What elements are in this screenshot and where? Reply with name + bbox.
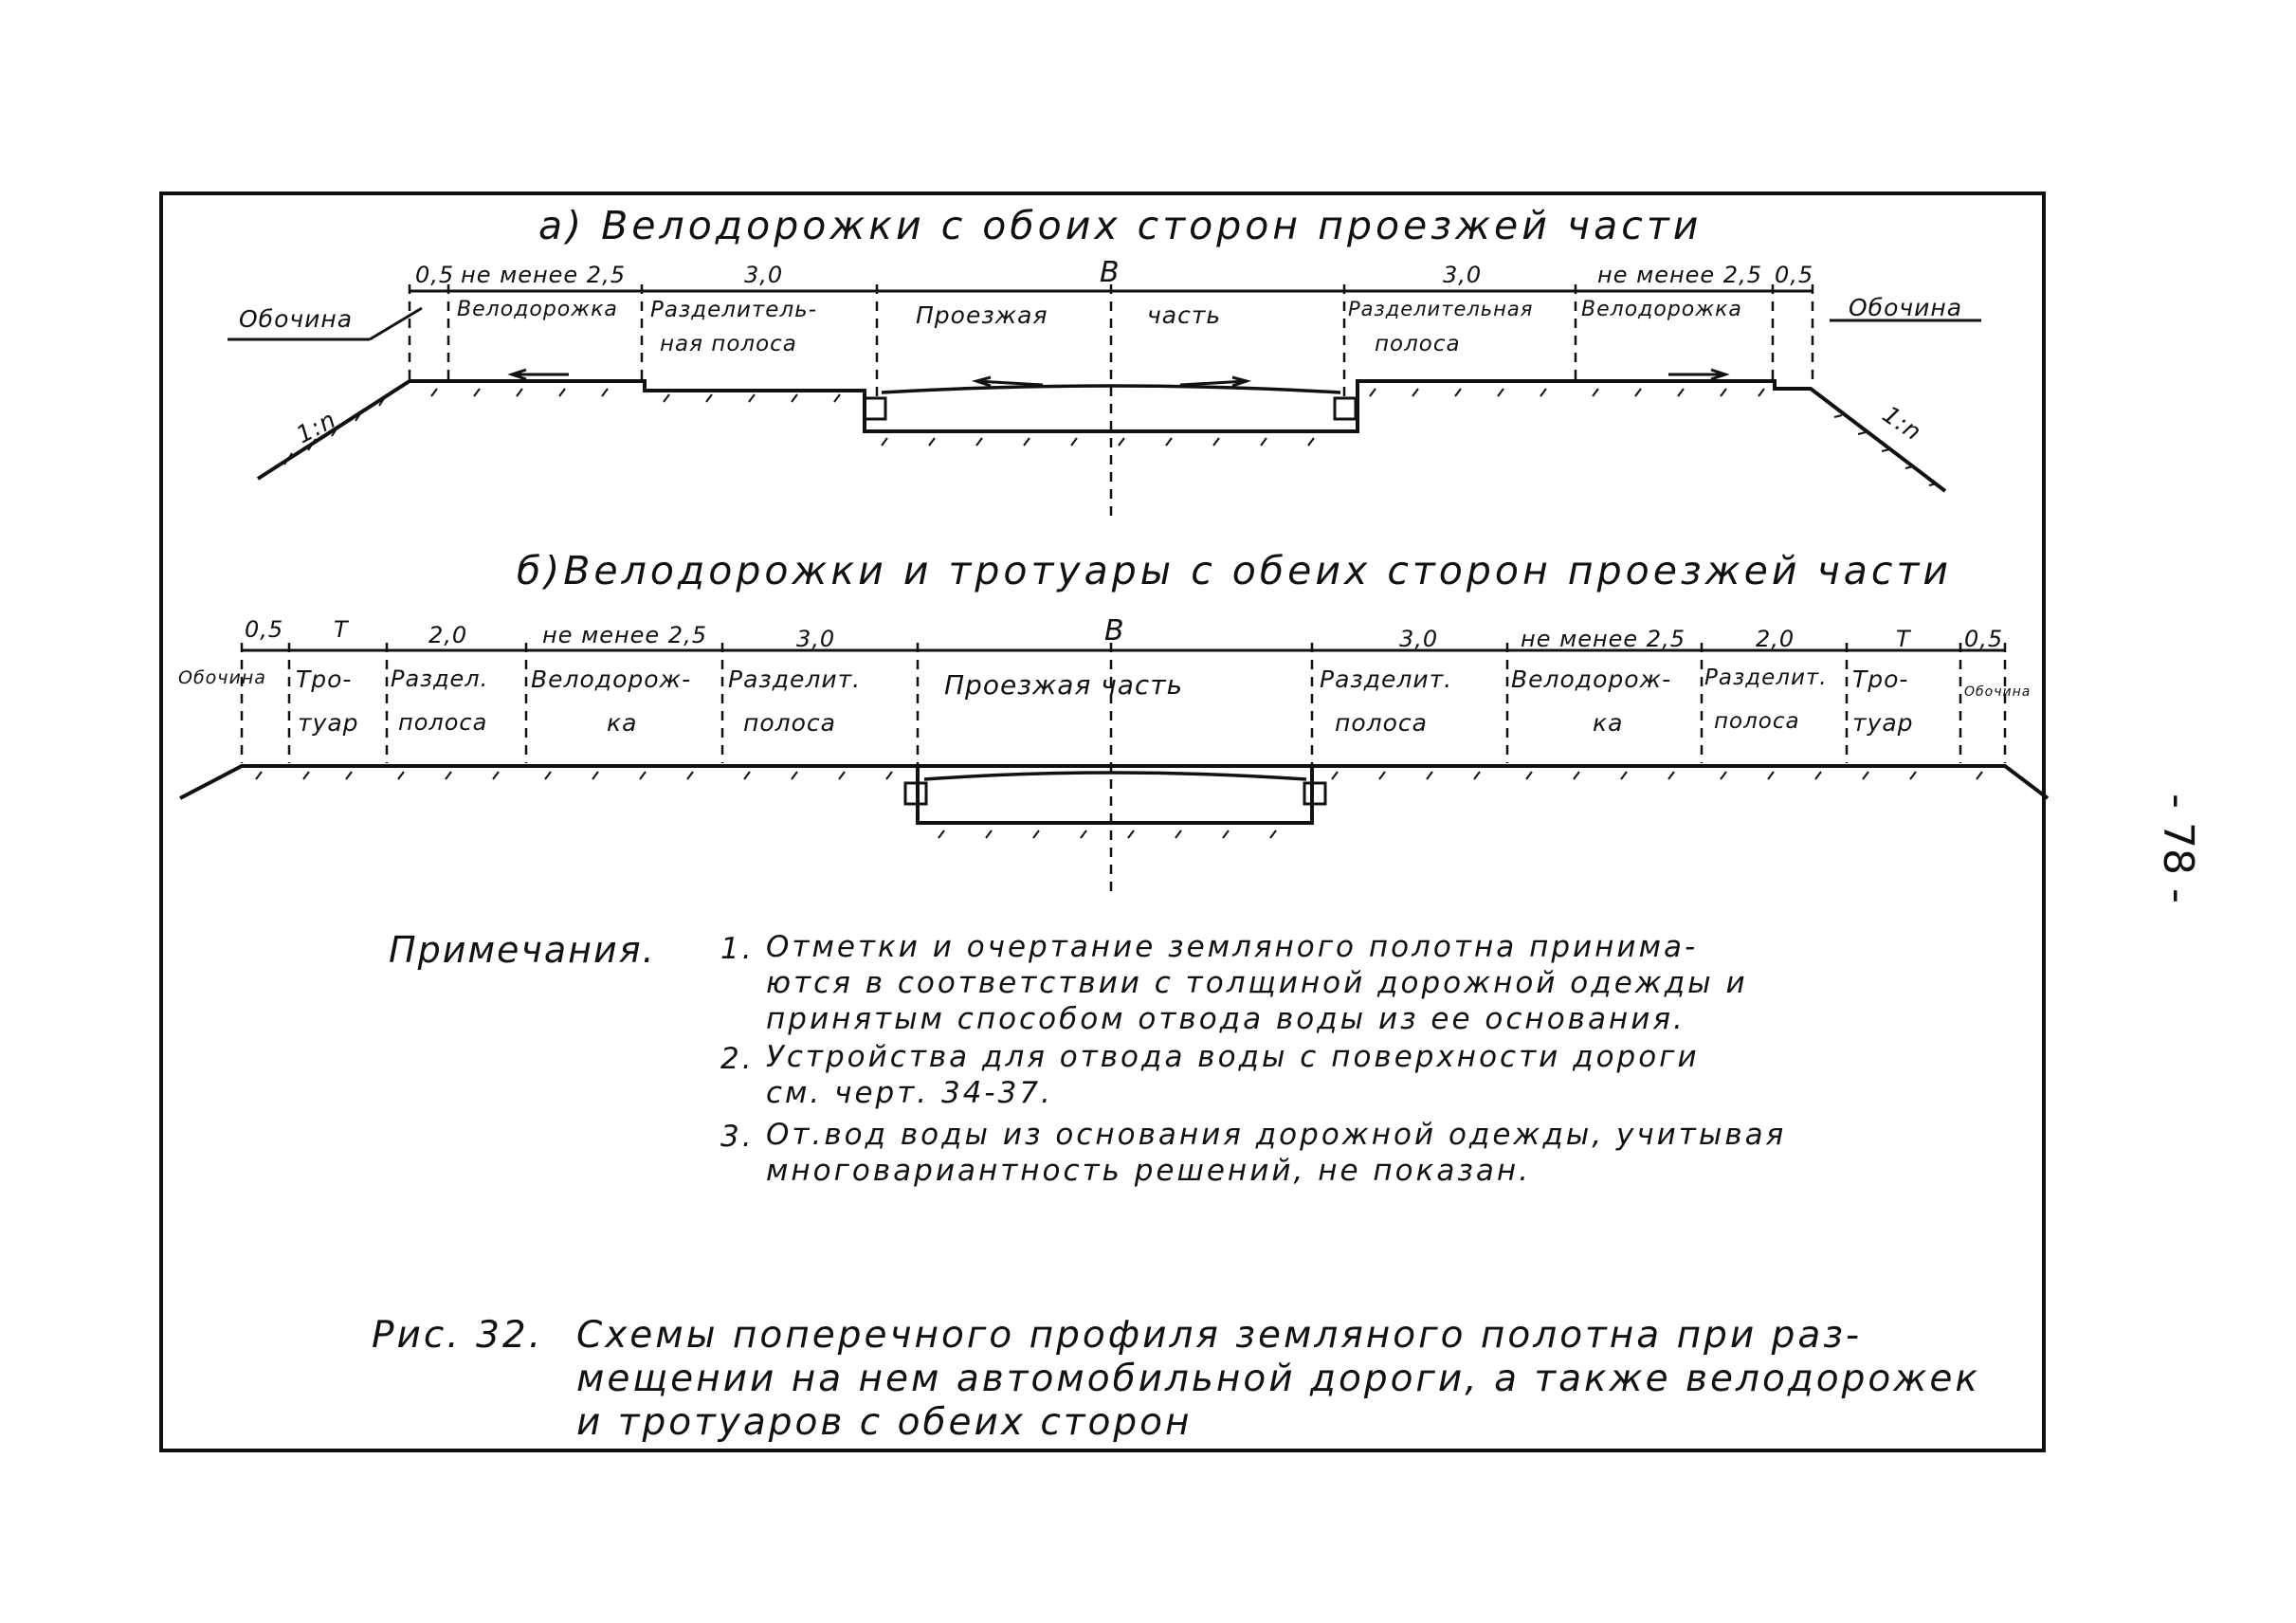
- note-1-line-3: принятым способом отвода воды из ее основания.: [766, 1002, 1686, 1036]
- note-3-line-2: многовариантность решений, не показан.: [766, 1154, 1531, 1188]
- zone-b-bikeway-left-1: Велодорож-: [531, 666, 692, 693]
- zone-b-bikeway-right-1: Велодорож-: [1511, 666, 1672, 693]
- zone-b-divider-right-2: полоса: [1335, 709, 1428, 737]
- note-3-number: 3.: [720, 1120, 755, 1154]
- zone-b-divider-left-1: Разделит.: [728, 666, 862, 693]
- caption-line-2: мещении на нем автомобильной дороги, а также велодорожек: [576, 1358, 1980, 1400]
- slope-a-left: 1:n: [291, 405, 341, 449]
- zone-a-divider-left-2: ная полоса: [660, 332, 797, 356]
- note-1-number: 1.: [720, 932, 755, 966]
- notes-heading: Примечания.: [389, 929, 656, 971]
- zone-a-divider-right-1: Разделительная: [1348, 298, 1534, 320]
- dim-a-shoulder-right: 0,5: [1775, 262, 1814, 288]
- note-1-line-1: Отметки и очертание земляного полотна принима-: [766, 930, 1699, 964]
- slope-a-right: 1:n: [1877, 400, 1927, 447]
- dim-b-shoulder-right: 0,5: [1964, 626, 2004, 652]
- note-2-line-2: см. черт. 34-37.: [766, 1076, 1053, 1110]
- zone-b-shoulder-right: Обочина: [1964, 684, 2032, 700]
- note-1-line-2: ются в соответствии с толщиной дорожной одежды и: [766, 966, 1748, 1000]
- zone-a-divider-right-2: полоса: [1375, 332, 1461, 356]
- zone-a-shoulder-right: Обочина: [1849, 294, 1963, 321]
- dim-a-bikeway-right: не менее 2,5: [1597, 262, 1762, 288]
- caption-label: Рис. 32.: [372, 1314, 544, 1357]
- dim-b-carriageway: B: [1104, 614, 1125, 647]
- dim-a-divider-left: 3,0: [744, 262, 784, 288]
- zone-b-divider-left-2: полоса: [743, 709, 836, 737]
- zone-b-strip-left-2: полоса: [398, 709, 488, 736]
- dim-b-divider-right: 3,0: [1399, 626, 1439, 652]
- dim-a-bikeway-left: не менее 2,5: [461, 262, 626, 288]
- dim-b-strip-left: 2,0: [428, 622, 468, 648]
- zone-b-bikeway-left-2: ка: [607, 709, 638, 737]
- zone-b-sidewalk-left-2: туар: [298, 709, 359, 737]
- dim-a-divider-right: 3,0: [1443, 262, 1483, 288]
- dim-b-shoulder-left: 0,5: [245, 616, 284, 643]
- figure-a-title: а) Велодорожки с обоих сторон проезжей части: [538, 203, 1703, 248]
- note-2-line-1: Устройства для отвода воды с поверхности дороги: [766, 1040, 1700, 1074]
- zone-a-carriageway-1: Проезжая: [916, 301, 1048, 329]
- caption-line-1: Схемы поперечного профиля земляного полотна при раз-: [576, 1314, 1863, 1357]
- dim-b-divider-left: 3,0: [796, 626, 836, 652]
- ground-a: [258, 381, 1945, 491]
- dim-b-bikeway-right: не менее 2,5: [1521, 626, 1686, 652]
- zone-b-divider-right-1: Разделит.: [1320, 666, 1453, 693]
- dim-b-sidewalk-left: T: [334, 616, 349, 643]
- zone-b-strip-left-1: Раздел.: [391, 666, 489, 692]
- zone-b-strip-right-2: полоса: [1714, 709, 1800, 734]
- figure-b-title: б)Велодорожки и тротуары с обеих сторон проезжей части: [517, 548, 1952, 593]
- note-2-number: 2.: [720, 1042, 755, 1076]
- zone-b-carriageway: Проезжая часть: [944, 669, 1184, 701]
- zone-a-bikeway-left: Велодорожка: [457, 298, 618, 321]
- dim-b-sidewalk-right: T: [1896, 626, 1911, 652]
- zone-b-shoulder-left: Обочина: [178, 667, 266, 688]
- dim-b-bikeway-left: не менее 2,5: [542, 622, 707, 648]
- dim-a-carriageway: B: [1100, 256, 1121, 289]
- zone-b-sidewalk-right-2: туар: [1852, 709, 1914, 737]
- zone-b-sidewalk-right-1: Тро-: [1852, 666, 1909, 693]
- ground-b: [180, 766, 2048, 798]
- page-number: - 78 -: [2154, 793, 2202, 903]
- zone-a-bikeway-right: Велодорожка: [1581, 298, 1742, 321]
- zone-b-bikeway-right-2: ка: [1593, 709, 1624, 737]
- zone-a-shoulder-left: Обочина: [239, 305, 354, 333]
- zone-a-divider-left-1: Разделитель-: [650, 298, 817, 322]
- zone-a-carriageway-2: часть: [1147, 301, 1222, 329]
- caption-line-3: и тротуаров с обеих сторон: [576, 1401, 1193, 1444]
- dim-a-shoulder-left: 0,5: [415, 262, 455, 288]
- note-3-line-1: От.вод воды из основания дорожной одежды, учитывая: [766, 1118, 1787, 1152]
- zone-b-strip-right-1: Разделит.: [1704, 666, 1828, 690]
- zone-b-sidewalk-left-1: Тро-: [296, 666, 353, 693]
- dim-b-strip-right: 2,0: [1756, 626, 1795, 652]
